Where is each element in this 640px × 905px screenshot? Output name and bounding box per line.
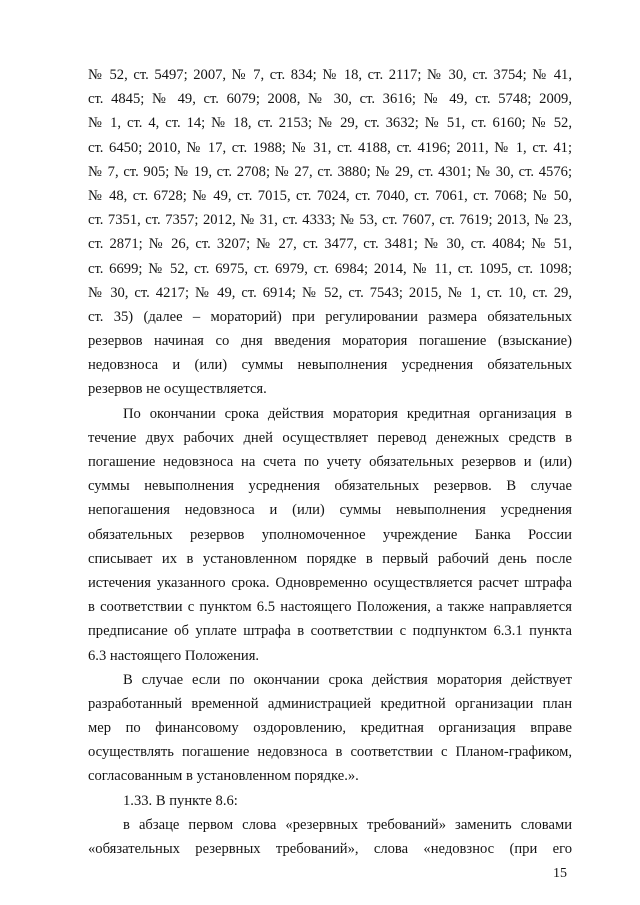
text-line: № 30, ст. 4217; № 49, ст. 6914; № 52, ст. 7543; 2015, № 1, ст. 10, ст. 29, [88,284,572,301]
document-body [88,63,572,861]
text-line: 1.33. В пункте 8.6: [123,792,238,809]
text-line: списывает их в установленном порядке в первый рабочий день после [88,550,572,567]
text-line: ст. 6450; 2010, № 17, ст. 1988; № 31, ст. 4188, ст. 4196; 2011, № 1, ст. 41; [88,139,572,156]
text-line: ст. 2871; № 26, ст. 3207; № 27, ст. 3477, ст. 3481; № 30, ст. 4084; № 51, [88,236,572,253]
text-line: ст. 4845; № 49, ст. 6079; 2008, № 30, ст. 3616; № 49, ст. 5748; 2009, [88,91,572,108]
text-line: согласованным в установленном порядке.». [88,768,359,785]
text-line: 6.3 настоящего Положения. [88,647,260,664]
text-line: В случае если по окончании срока действия моратория действует [123,671,572,688]
text-line: обязательных резервов уполномоченное учреждение Банка России [88,526,572,543]
text-line: № 52, ст. 5497; 2007, № 7, ст. 834; № 18, ст. 2117; № 30, ст. 3754; № 41, [88,67,572,83]
text-line: разработанный временной администрацией кредитной организации план [88,695,572,712]
text-line: непогашения недовзноса и (или) суммы невыполнения усреднения [88,502,572,519]
text-line: № 7, ст. 905; № 19, ст. 2708; № 27, ст. 3880; № 29, ст. 4301; № 30, ст. 4576; [88,163,572,180]
paragraph-moratorium-law-references [88,63,572,402]
text-line: суммы невыполнения усреднения обязательных резервов. В случае [88,478,572,495]
text-line: недовзноса и (или) суммы невыполнения усреднения обязательных [88,357,572,374]
page-number: 15 [553,866,567,881]
text-line: резервов начиная со дня введения моратория погашение (взыскание) [88,333,572,350]
text-line: осуществлять погашение недовзноса в соответствии с Планом-графиком, [88,744,572,761]
text-line: По окончании срока действия моратория кредитная организация в [123,405,572,422]
text-line: «обязательных резервных требований», слова «недовзнос (при его [88,841,572,857]
paragraph-first-paragraph-replacement [88,813,572,861]
text-line: мер по финансовому оздоровлению, кредитная организация вправе [88,720,572,737]
text-line: погашение недовзноса на счета по учету обязательных резервов и (или) [88,454,572,470]
text-line: ст. 6699; № 52, ст. 6975, ст. 6979, ст. 6984; 2014, № 11, ст. 1095, ст. 1098; [88,260,572,277]
text-line: в абзаце первом слова «резервных требований» заменить словами [123,816,572,833]
text-line: резервов не осуществляется. [88,381,267,398]
text-line: ст. 35) (далее – мораторий) при регулировании размера обязательных [88,308,572,325]
text-line: течение двух рабочих дней осуществляет перевод денежных средств в [88,429,572,446]
text-line: предписание об уплате штрафа в соответствии с подпунктом 6.3.1 пункта [88,623,572,640]
text-line: № 48, ст. 6728; № 49, ст. 7015, ст. 7024, ст. 7040, ст. 7061, ст. 7068; № 50, [88,187,572,204]
text-line: в соответствии с пунктом 6.5 настоящего Положения, а также направляется [88,599,572,616]
text-line: истечения указанного срока. Одновременно осуществляется расчет штрафа [88,574,572,591]
paragraph-recovery-plan-paragraph [88,668,572,789]
paragraph-moratorium-end-paragraph [88,402,572,668]
paragraph-item-1-33 [88,789,572,813]
text-line: ст. 7351, ст. 7357; 2012, № 31, ст. 4333; № 53, ст. 7607, ст. 7619; 2013, № 23, [88,212,572,229]
text-line: № 1, ст. 4, ст. 14; № 18, ст. 2153; № 29, ст. 3632; № 51, ст. 6160; № 52, [88,115,572,132]
